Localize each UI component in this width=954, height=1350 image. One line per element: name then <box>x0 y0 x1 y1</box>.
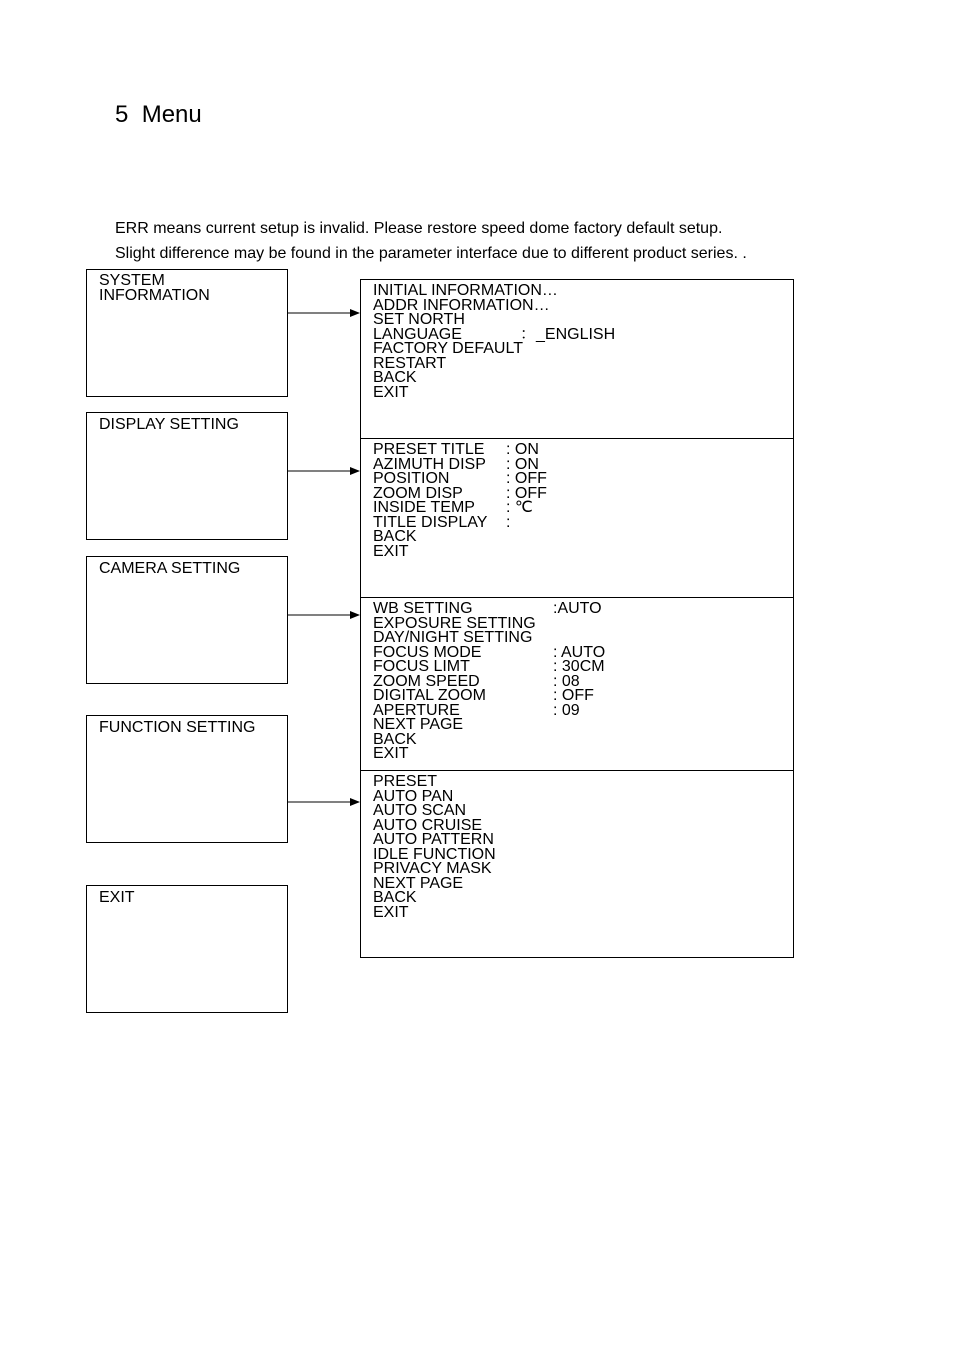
menu-item-label: AUTO CRUISE <box>373 816 483 834</box>
menu-item-label: BACK <box>373 730 417 748</box>
menu-item-label: ZOOM DISP <box>373 484 463 502</box>
menu-item-label: EXIT <box>373 903 409 921</box>
menu-item-value: : 30CM <box>553 658 605 675</box>
menu-item-value: : <box>506 513 511 531</box>
menu-system-information-label: SYSTEM INFORMATION <box>99 272 210 304</box>
menu-item-label: AUTO SCAN <box>373 802 467 819</box>
menu-function-setting-label: FUNCTION SETTING <box>99 719 256 736</box>
menu-item-label: ADDR INFORMATION… <box>373 296 550 314</box>
menu-item-value: : 09 <box>553 701 580 719</box>
menu-item-label: FOCUS LIMT <box>373 658 470 675</box>
menu-item-label: NEXT PAGE <box>373 874 464 892</box>
menu-item-value: : 08 <box>553 672 580 690</box>
menu-item-label: WB SETTING <box>373 600 473 617</box>
menu-item-label: POSITION <box>373 470 450 487</box>
menu-item-label: AUTO PAN <box>373 787 454 805</box>
menu-item-label: AUTO PATTERN <box>373 831 494 848</box>
menu-exit-label: EXIT <box>99 889 135 906</box>
menu-item-value: : AUTO <box>553 643 606 661</box>
menu-item-label: BACK <box>373 889 417 906</box>
menu-item-label: PRESET TITLE <box>373 441 485 458</box>
menu-item-label: IDLE FUNCTION <box>373 845 496 863</box>
menu-item-label: TITLE DISPLAY <box>373 513 488 531</box>
menu-item-label: EXIT <box>373 383 409 401</box>
menu-item-value: : ON <box>506 441 539 458</box>
section-title: Menu <box>141 101 202 128</box>
menu-item-label: EXIT <box>373 745 409 762</box>
menu-item-label: INITIAL INFORMATION… <box>373 282 558 299</box>
menu-item-label: INSIDE TEMP <box>373 499 475 516</box>
menu-item-label: FACTORY DEFAULT <box>373 340 523 357</box>
menu-item-label: APERTURE <box>373 701 460 719</box>
menu-display-setting-label: DISPLAY SETTING <box>99 416 239 433</box>
menu-item-label: AZIMUTH DISP <box>373 455 486 473</box>
menu-camera-setting-label: CAMERA SETTING <box>99 560 241 577</box>
menu-item-label: NEXT PAGE <box>373 716 464 733</box>
menu-item-label: DIGITAL ZOOM <box>373 687 486 704</box>
menu-item-value: ：_ENGLISH <box>520 325 616 343</box>
section-number: 5 <box>115 101 129 128</box>
menu-item-value: : OFF <box>506 470 547 487</box>
menu-item-label: SET NORTH <box>373 311 465 328</box>
menu-item-label: EXPOSURE SETTING <box>373 614 536 632</box>
menu-item-label: PRIVACY MASK <box>373 860 492 877</box>
menu-item-label: PRESET <box>373 773 438 790</box>
menu-item-value: : ℃ <box>506 499 533 516</box>
note-difference: Slight difference may be found in the parameter interface due to different product series. . <box>115 245 747 262</box>
menu-item-value: : OFF <box>506 484 547 502</box>
menu-item-value: :AUTO <box>553 600 602 617</box>
menu-item-label: RESTART <box>373 354 447 372</box>
menu-item-value: : OFF <box>553 687 594 704</box>
menu-item-value: : ON <box>506 455 539 473</box>
menu-item-label: BACK <box>373 369 417 386</box>
menu-item-label: FOCUS MODE <box>373 643 482 661</box>
menu-item-label: EXIT <box>373 542 409 560</box>
menu-item-label: LANGUAGE <box>373 325 462 343</box>
menu-item-label: ZOOM SPEED <box>373 672 480 690</box>
note-err: ERR means current setup is invalid. Please restore speed dome factory default setup. <box>115 220 723 237</box>
menu-item-label: DAY/NIGHT SETTING <box>373 629 533 646</box>
menu-item-label: BACK <box>373 528 417 545</box>
